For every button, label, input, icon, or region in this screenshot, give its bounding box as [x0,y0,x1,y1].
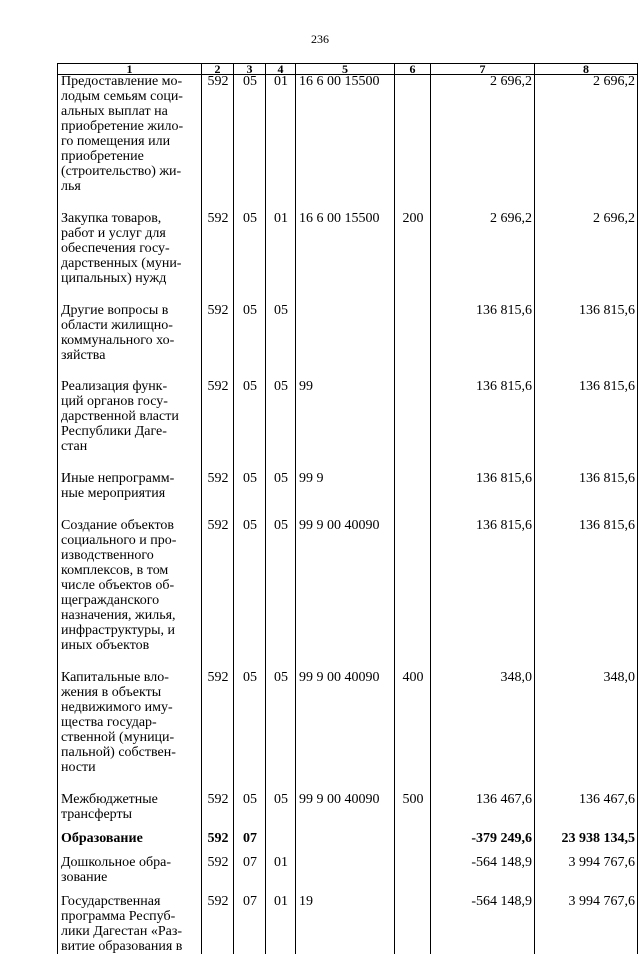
column-header: 4 [266,64,296,75]
expense-type-cell [395,793,431,832]
amount-change-cell [431,856,535,895]
target-article-cell [296,793,395,832]
table-row [58,75,638,212]
row-name-cell [58,519,202,671]
column-header: 5 [296,64,395,75]
amount-change-cell-text: 2 696,2 [490,211,532,226]
code-cell-text: 592 [208,855,229,870]
expense-type-cell [395,856,431,895]
amount-total-cell [535,832,638,856]
amount-total-cell-text: 136 815,6 [579,518,635,533]
subsection-cell [266,212,296,304]
column-header: 7 [431,64,535,75]
code-cell [202,895,234,954]
section-cell-text: 05 [243,211,257,226]
table-header-row [58,64,638,75]
table-row [58,856,638,895]
amount-change-cell [431,472,535,519]
row-name-cell-text: Иные непрограмм- ные мероприятия [61,471,174,501]
row-name-cell-text: Реализация функ- ций органов госу- дарственной власти Республики Даге- стан [61,379,179,454]
subsection-cell [266,793,296,832]
row-name-cell [58,304,202,381]
target-article-cell-text: 16 6 00 15500 [299,74,380,89]
target-article-cell [296,212,395,304]
amount-total-cell-text: 348,0 [604,670,636,685]
subsection-cell-text: 01 [274,855,288,870]
budget-table [57,63,638,954]
subsection-cell-text: 01 [274,211,288,226]
table-row [58,212,638,304]
section-cell [234,856,266,895]
column-header: 6 [395,64,431,75]
subsection-cell [266,856,296,895]
section-cell [234,832,266,856]
target-article-cell-text: 99 9 00 40090 [299,670,380,685]
amount-change-cell [431,832,535,856]
code-cell [202,75,234,212]
amount-total-cell-text: 136 467,6 [579,792,635,807]
subsection-cell [266,304,296,381]
subsection-cell [266,380,296,472]
section-cell [234,519,266,671]
expense-type-cell [395,75,431,212]
row-name-cell-text: Другие вопросы в области жилищно- коммунального хо- зяйства [61,303,174,363]
section-cell-text: 05 [243,74,257,89]
row-name-cell-text: Создание объектов социального и про- изводственного комплексов, в том числе объектов об- щегражданского назначения, жилья, инфраструктуры, и иных объектов [61,518,176,653]
section-cell [234,671,266,793]
amount-change-cell-text: 348,0 [501,670,533,685]
target-article-cell-text: 99 [299,379,313,394]
code-cell-text: 592 [208,211,229,226]
code-cell [202,304,234,381]
amount-total-cell-text: 3 994 767,6 [569,894,636,909]
code-cell-text: 592 [208,471,229,486]
code-cell [202,856,234,895]
code-cell [202,519,234,671]
page-number: 236 [0,32,640,47]
target-article-cell-text: 99 9 00 40090 [299,518,380,533]
amount-change-cell [431,304,535,381]
subsection-cell [266,895,296,954]
expense-type-cell-text: 500 [403,792,424,807]
amount-total-cell [535,856,638,895]
amount-total-cell [535,472,638,519]
target-article-cell [296,75,395,212]
code-cell [202,380,234,472]
amount-change-cell-text: -564 148,9 [471,855,532,870]
amount-change-cell-text: 2 696,2 [490,74,532,89]
table-row [58,671,638,793]
code-cell-text: 592 [208,518,229,533]
target-article-cell-text: 16 6 00 15500 [299,211,380,226]
amount-change-cell [431,75,535,212]
code-cell-text: 592 [208,379,229,394]
amount-change-cell [431,212,535,304]
table-body [58,75,638,954]
row-name-cell [58,380,202,472]
code-cell [202,671,234,793]
row-name-cell-text: Предоставление мо- лодым семьям соци- альных выплат на приобретение жило- го помещения или приобретение (строительство) жи- лья [61,74,183,194]
amount-change-cell-text: 136 815,6 [476,518,532,533]
subsection-cell [266,832,296,856]
code-cell-text: 592 [208,74,229,89]
amount-total-cell-text: 136 815,6 [579,379,635,394]
section-cell-text: 05 [243,518,257,533]
subsection-cell-text: 05 [274,670,288,685]
section-cell [234,895,266,954]
amount-change-cell-text: -379 249,6 [471,831,532,846]
code-cell [202,832,234,856]
amount-total-cell [535,304,638,381]
table-row [58,380,638,472]
code-cell-text: 592 [208,792,229,807]
expense-type-cell [395,212,431,304]
section-cell [234,380,266,472]
subsection-cell [266,472,296,519]
row-name-cell [58,472,202,519]
amount-change-cell [431,380,535,472]
column-header: 1 [58,64,202,75]
expense-type-cell [395,472,431,519]
code-cell-text: 592 [208,670,229,685]
amount-total-cell [535,671,638,793]
code-cell-text: 592 [208,831,229,846]
amount-total-cell-text: 2 696,2 [593,74,635,89]
target-article-cell-text: 19 [299,894,313,909]
subsection-cell-text: 05 [274,792,288,807]
amount-change-cell-text: -564 148,9 [471,894,532,909]
amount-total-cell-text: 3 994 767,6 [569,855,636,870]
amount-change-cell-text: 136 815,6 [476,379,532,394]
section-cell [234,304,266,381]
subsection-cell [266,671,296,793]
row-name-cell [58,793,202,832]
subsection-cell-text: 05 [274,303,288,318]
subsection-cell-text: 05 [274,379,288,394]
row-name-cell-text: Закупка товаров, работ и услуг для обеспечения госу- дарственных (муни- ципальных) нужд [61,211,181,286]
amount-change-cell-text: 136 815,6 [476,303,532,318]
section-cell-text: 05 [243,303,257,318]
target-article-cell [296,380,395,472]
code-cell-text: 592 [208,894,229,909]
table-row [58,472,638,519]
amount-total-cell-text: 136 815,6 [579,303,635,318]
section-cell-text: 05 [243,792,257,807]
section-cell-text: 05 [243,379,257,394]
target-article-cell [296,519,395,671]
amount-total-cell [535,895,638,954]
target-article-cell-text: 99 9 [299,471,324,486]
expense-type-cell [395,380,431,472]
target-article-cell [296,304,395,381]
row-name-cell [58,856,202,895]
amount-change-cell [431,895,535,954]
amount-total-cell-text: 23 938 134,5 [562,831,636,846]
expense-type-cell-text: 200 [403,211,424,226]
section-cell [234,75,266,212]
amount-change-cell [431,793,535,832]
subsection-cell-text: 01 [274,74,288,89]
row-name-cell [58,212,202,304]
expense-type-cell-text: 400 [403,670,424,685]
row-name-cell-text: Государственная программа Респуб- лики Дагестан «Раз- витие образования в [61,894,182,954]
column-header: 8 [535,64,638,75]
expense-type-cell [395,895,431,954]
amount-total-cell [535,212,638,304]
expense-type-cell [395,671,431,793]
target-article-cell-text: 99 9 00 40090 [299,792,380,807]
amount-total-cell [535,75,638,212]
target-article-cell [296,856,395,895]
section-cell-text: 05 [243,670,257,685]
subsection-cell-text: 05 [274,471,288,486]
expense-type-cell [395,304,431,381]
amount-total-cell-text: 136 815,6 [579,471,635,486]
table-row [58,304,638,381]
row-name-cell [58,895,202,954]
subsection-cell-text: 05 [274,518,288,533]
row-name-cell-text: Межбюджетные трансферты [61,792,158,822]
section-cell-text: 07 [243,831,257,846]
section-cell-text: 05 [243,471,257,486]
code-cell [202,793,234,832]
row-name-cell-text: Образование [61,831,143,846]
code-cell-text: 592 [208,303,229,318]
amount-change-cell [431,519,535,671]
amount-total-cell [535,793,638,832]
row-name-cell-text: Дошкольное обра- зование [61,855,171,885]
amount-change-cell-text: 136 467,6 [476,792,532,807]
table-row [58,519,638,671]
amount-total-cell-text: 2 696,2 [593,211,635,226]
row-name-cell [58,671,202,793]
table-row [58,793,638,832]
row-name-cell-text: Капитальные вло- жения в объекты недвижимого иму- щества государ- ственной (муници- пальной) собствен- ности [61,670,176,775]
section-cell [234,472,266,519]
table-row [58,832,638,856]
subsection-cell [266,75,296,212]
target-article-cell [296,472,395,519]
subsection-cell-text: 01 [274,894,288,909]
code-cell [202,212,234,304]
code-cell [202,472,234,519]
target-article-cell [296,832,395,856]
column-header: 2 [202,64,234,75]
expense-type-cell [395,832,431,856]
row-name-cell [58,832,202,856]
section-cell [234,793,266,832]
target-article-cell [296,671,395,793]
amount-total-cell [535,519,638,671]
subsection-cell [266,519,296,671]
amount-change-cell [431,671,535,793]
amount-change-cell-text: 136 815,6 [476,471,532,486]
column-header: 3 [234,64,266,75]
row-name-cell [58,75,202,212]
target-article-cell [296,895,395,954]
section-cell-text: 07 [243,855,257,870]
expense-type-cell [395,519,431,671]
amount-total-cell [535,380,638,472]
section-cell-text: 07 [243,894,257,909]
table-row [58,895,638,954]
section-cell [234,212,266,304]
